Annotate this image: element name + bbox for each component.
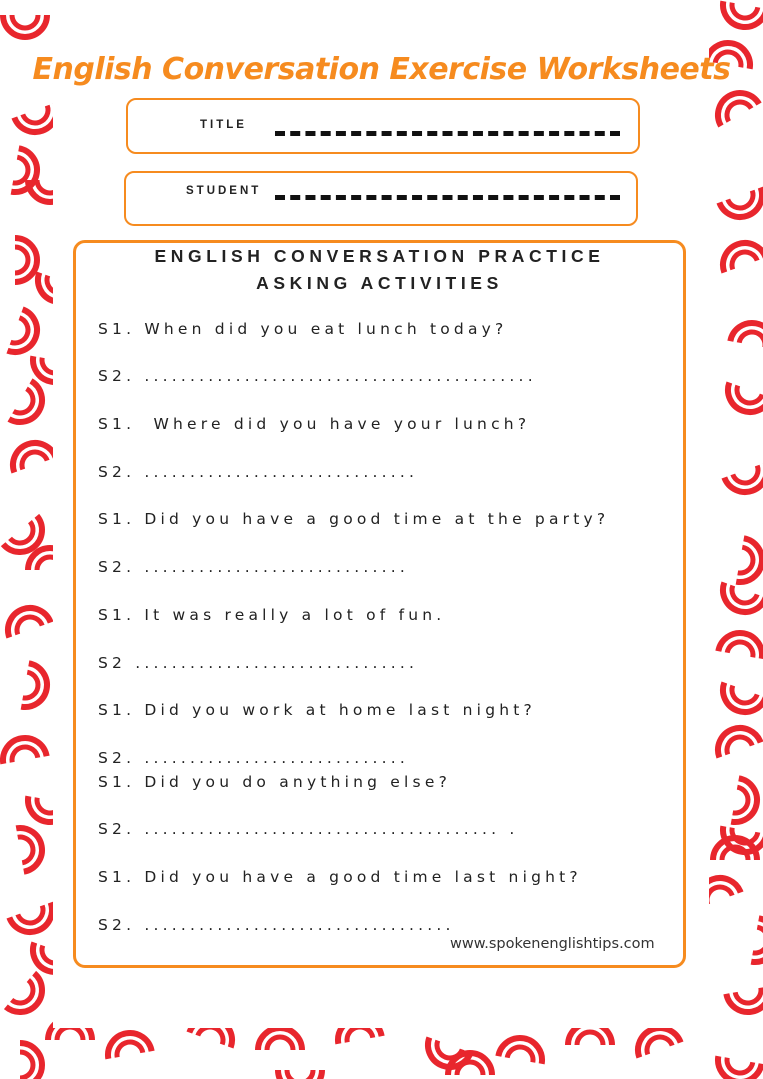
dialogue-line-s2-answer[interactable]: S2. ....................................... . xyxy=(98,820,519,838)
red-arc-decoration xyxy=(105,1030,152,1059)
red-arc-decoration xyxy=(21,663,50,710)
dialogue-line-s2-answer[interactable]: S2 ............................... xyxy=(98,654,419,672)
dialogue-line-s1: S1. It was really a lot of fun. xyxy=(98,606,446,624)
title-answer-line[interactable] xyxy=(275,131,620,136)
dialogue-line-s1: S1. Where did you have your lunch? xyxy=(98,415,531,433)
dialogue-line-s1: S1. Did you have a good time at the party? xyxy=(98,510,610,528)
red-arc-decoration xyxy=(719,187,763,223)
red-arc-decoration xyxy=(722,382,763,418)
dialogue-line-s2-answer[interactable]: S2. ........................................... xyxy=(98,367,537,385)
red-arc-decoration xyxy=(717,682,763,718)
dialogue-line-s2-answer[interactable]: S2. .............................. xyxy=(98,463,419,481)
red-arc-decoration xyxy=(20,1043,42,1079)
practice-heading-line-2: ASKING ACTIVITIES xyxy=(256,273,503,293)
red-arc-decoration xyxy=(11,148,40,195)
dialogue-line-s1: S1. Did you have a good time last night? xyxy=(98,868,582,886)
dialogue-line-s2-answer[interactable]: S2. .................................. xyxy=(98,916,455,934)
website-footer: www.spokenenglishtips.com xyxy=(450,936,655,952)
dialogue-line-s2-answer[interactable]: S2. ............................. xyxy=(98,749,410,767)
red-arc-decoration xyxy=(726,986,763,1015)
red-arc-decoration xyxy=(718,630,763,659)
red-arc-decoration xyxy=(710,85,759,126)
practice-heading-line-1: ENGLISH CONVERSATION PRACTICE xyxy=(154,246,605,266)
red-arc-decoration xyxy=(2,602,51,638)
red-arc-decoration xyxy=(3,15,47,37)
red-arc-decoration xyxy=(717,582,763,618)
dialogue-line-s1: S1. When did you eat lunch today? xyxy=(98,320,508,338)
dialogue-line-s1: S1. Did you do anything else? xyxy=(98,773,451,791)
red-arc-decoration xyxy=(731,778,760,825)
red-arc-decoration xyxy=(3,516,51,561)
red-arc-decoration xyxy=(720,1,763,30)
red-arc-decoration xyxy=(717,237,763,273)
worksheet-title: English Conversation Exercise Worksheets xyxy=(32,52,731,87)
red-arc-decoration xyxy=(15,238,37,282)
red-arc-decoration xyxy=(9,381,50,430)
red-arc-decoration xyxy=(0,735,47,764)
red-arc-decoration xyxy=(724,462,763,498)
red-arc-decoration xyxy=(9,902,58,938)
red-arc-decoration xyxy=(751,918,763,965)
red-arc-decoration xyxy=(498,1035,545,1064)
red-arc-decoration xyxy=(730,320,763,349)
title-field-label: TITLE xyxy=(200,119,247,131)
dialogue-line-s2-answer[interactable]: S2. ............................. xyxy=(98,558,410,576)
student-answer-line[interactable] xyxy=(275,195,620,200)
red-arc-decoration xyxy=(16,825,45,872)
practice-box xyxy=(73,240,686,968)
red-arc-decoration xyxy=(278,1070,322,1079)
red-arc-decoration xyxy=(736,538,763,585)
student-field-label: STUDENT xyxy=(186,185,262,197)
red-arc-decoration xyxy=(258,1028,302,1050)
red-arc-decoration xyxy=(7,309,43,358)
dialogue-line-s1: S1. Did you work at home last night? xyxy=(98,701,536,719)
red-arc-decoration xyxy=(715,1056,762,1079)
red-arc-decoration xyxy=(7,437,56,473)
red-arc-decoration xyxy=(712,722,761,758)
red-arc-decoration xyxy=(6,973,51,1021)
